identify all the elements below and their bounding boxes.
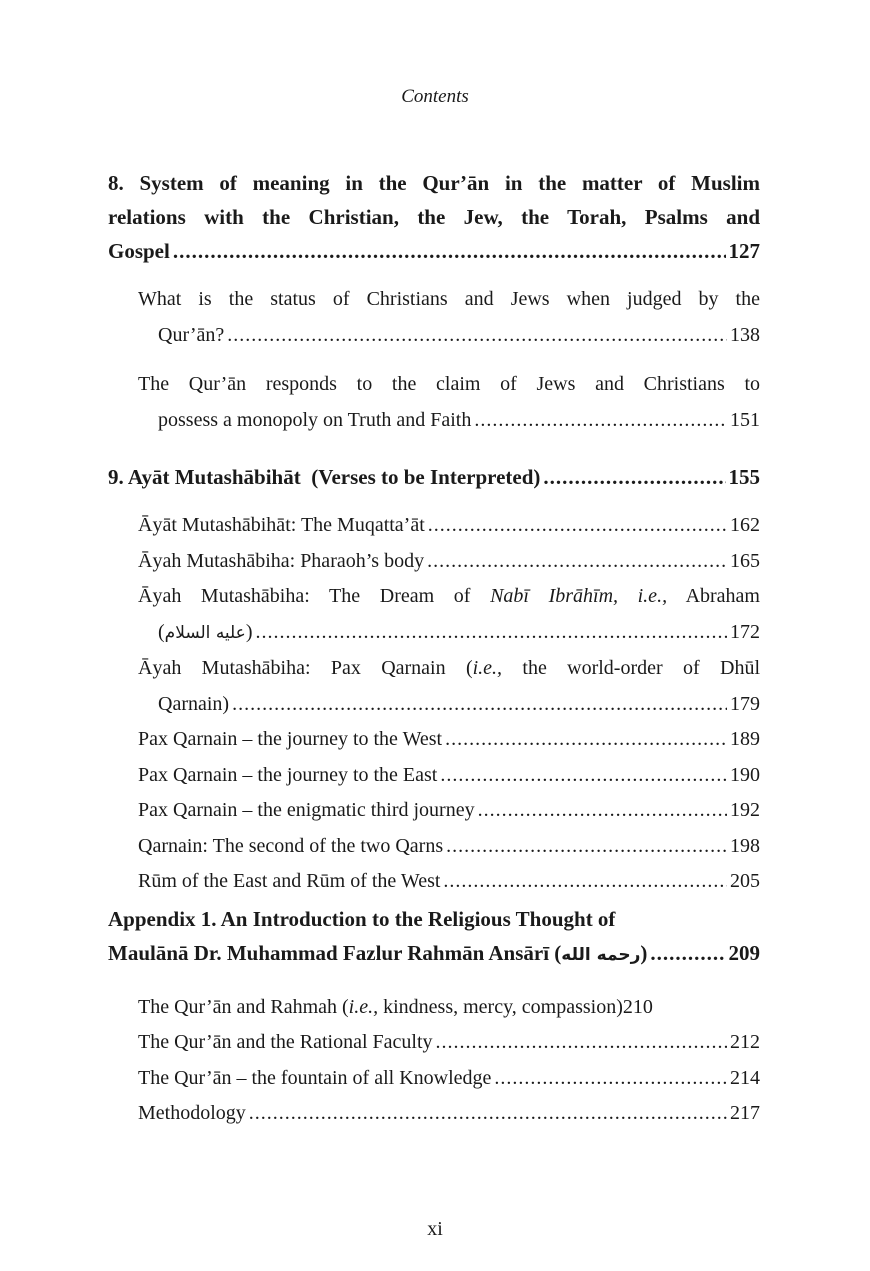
toc-entry[interactable]: [108, 579, 760, 651]
page-number: 172: [730, 620, 760, 643]
arabic-honorific: عليه السلام: [164, 622, 246, 643]
appendix-text: Maulānā Dr. Muhammad Fazlur Rahmān Ansārī (: [108, 940, 562, 965]
toc-entry[interactable]: [108, 651, 760, 722]
entry-title: Pax Qarnain – the journey to the East: [138, 763, 438, 786]
toc-entry[interactable]: [108, 793, 760, 829]
toc-entry[interactable]: [108, 758, 760, 794]
chapter-title: 9. Ayāt Mutashābihāt (Verses to be Interpreted): [108, 465, 541, 489]
entry-text-italic: i.e.,: [348, 995, 379, 1018]
page-number: 217: [730, 1102, 760, 1124]
dot-leader: [650, 936, 725, 970]
dot-leader: [474, 403, 727, 439]
entry-title: The Qur’ān and the Rational Faculty: [138, 1031, 433, 1053]
entry-title-line: What is the status of Christians and Jews when judged by the: [138, 288, 760, 310]
toc-entry[interactable]: [108, 722, 760, 758]
dot-leader: [427, 544, 727, 580]
page-number: 209: [728, 940, 760, 965]
page-number: 138: [730, 323, 760, 346]
entry-text: the world-order of Dhūl: [502, 657, 760, 679]
dot-leader: [443, 864, 727, 900]
chapter-title-line: Gospel: [108, 239, 170, 263]
dot-leader: [478, 793, 727, 829]
dot-leader: [428, 508, 727, 544]
dot-leader: [543, 460, 725, 494]
entry-text: The Qur’ān and Rahmah (: [138, 995, 349, 1018]
entry-title-line: The Qur’ān responds to the claim of Jews and Christians to: [138, 373, 760, 395]
toc-entry[interactable]: [108, 990, 760, 1026]
arabic-honorific: رحمه الله: [561, 944, 641, 965]
entry-text: kindness, mercy, compassion): [378, 995, 623, 1018]
entry-title: Methodology: [138, 1102, 246, 1124]
entry-text-italic: i.e.,: [472, 657, 503, 679]
page-number: 214: [730, 1066, 760, 1089]
page-number: 205: [730, 870, 760, 892]
toc-entry[interactable]: [108, 829, 760, 865]
page-number: 165: [730, 549, 760, 572]
toc-chapter-8[interactable]: [108, 166, 760, 268]
chapter-title-line: 8. System of meaning in the Qur’ān in the matter of Muslim: [108, 171, 760, 195]
page-number: 127: [728, 239, 760, 263]
toc-appendix-1[interactable]: [108, 902, 760, 972]
entry-title-line: possess a monopoly on Truth and Faith: [158, 408, 472, 431]
chapter-title-line: relations with the Christian, the Jew, the Torah, Psalms and: [108, 205, 760, 229]
toc-entry[interactable]: [108, 1061, 760, 1097]
entry-title: Āyah Mutashābiha: Pharaoh’s body: [138, 549, 425, 572]
entry-title: Pax Qarnain – the journey to the West: [138, 728, 443, 750]
entry-title-line: Qur’ān?: [158, 323, 225, 346]
paren: (: [158, 620, 165, 643]
entry-title-line: [138, 579, 760, 615]
page-number: 162: [730, 514, 760, 536]
dot-leader: [227, 318, 727, 354]
page-number: 212: [730, 1031, 760, 1053]
page-number: 189: [730, 728, 760, 750]
page-number: 198: [730, 834, 760, 857]
table-of-contents: [108, 166, 760, 1132]
entry-title-line: Qarnain): [158, 692, 230, 715]
toc-entry[interactable]: [108, 1025, 760, 1061]
entry-title: Rūm of the East and Rūm of the West: [138, 870, 441, 892]
page-number: 210: [622, 995, 653, 1018]
toc-entry[interactable]: [108, 508, 760, 544]
appendix-title-line: [108, 936, 647, 972]
running-head: Contents: [401, 86, 469, 107]
entry-title: Qarnain: The second of the two Qarns: [138, 834, 444, 857]
page-number: 192: [730, 799, 760, 821]
dot-leader: [436, 1025, 727, 1061]
paren: ): [245, 620, 253, 643]
page-number: 155: [728, 465, 760, 489]
dot-leader: [446, 829, 727, 865]
entry-text-italic: Nabī Ibrāhīm, i.e.,: [490, 585, 668, 607]
entry-title-line: [158, 615, 253, 652]
paren: ): [640, 940, 648, 965]
entry-text: Āyah Mutashābiha: The Dream of: [138, 585, 491, 607]
dot-leader: [494, 1061, 727, 1097]
entry-title-line: [138, 651, 760, 687]
entry-title: [138, 990, 623, 1026]
entry-text: Āyah Mutashābiha: Pax Qarnain (: [138, 657, 473, 679]
dot-leader: [249, 1096, 727, 1132]
entry-text: Abraham: [667, 585, 760, 607]
toc-entry[interactable]: [108, 367, 760, 438]
appendix-title-line: Appendix 1. An Introduction to the Religious Thought of: [108, 906, 616, 931]
toc-entry[interactable]: [108, 864, 760, 900]
dot-leader: [440, 758, 727, 794]
page-number: 179: [730, 692, 760, 715]
toc-entry[interactable]: [108, 282, 760, 353]
entry-title: Āyāt Mutashābihāt: The Muqatta’āt: [138, 514, 425, 536]
entry-title: The Qur’ān – the fountain of all Knowledge: [138, 1066, 492, 1089]
dot-leader: [445, 722, 727, 758]
toc-entry[interactable]: [108, 1096, 760, 1132]
page-number: 190: [730, 763, 760, 786]
page-number: 151: [730, 408, 760, 431]
page-folio: xi: [427, 1218, 443, 1240]
entry-title: Pax Qarnain – the enigmatic third journey: [138, 799, 475, 821]
toc-entry[interactable]: [108, 544, 760, 580]
toc-chapter-9[interactable]: [108, 460, 760, 494]
dot-leader: [256, 615, 727, 651]
dot-leader: [232, 687, 727, 723]
dot-leader: [173, 234, 726, 268]
